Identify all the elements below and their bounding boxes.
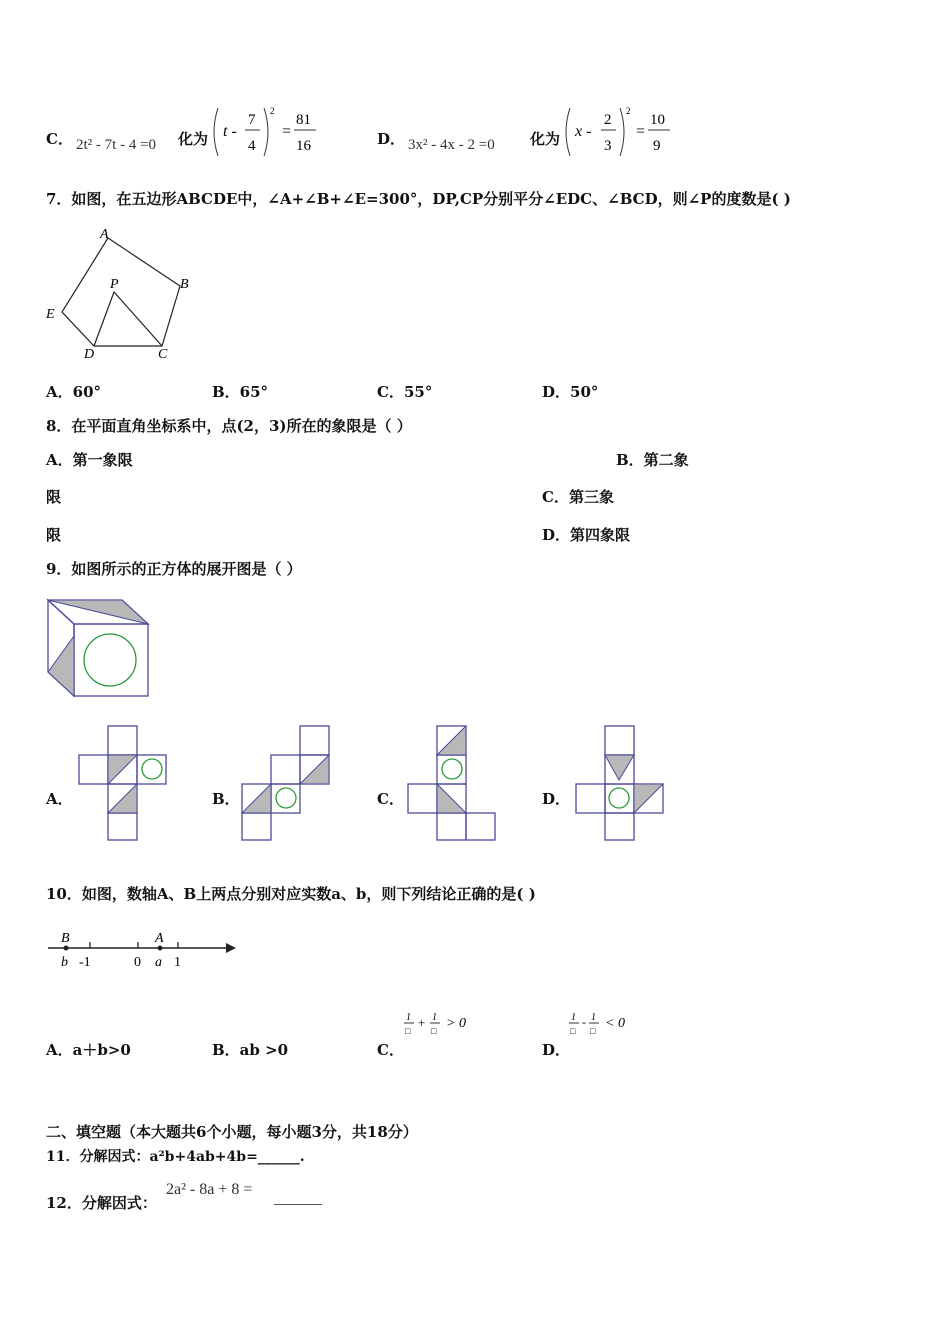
- q10-option-c-expression: [402, 1008, 482, 1038]
- q9-net-b[interactable]: [240, 724, 334, 842]
- svg-text:□: □: [405, 1026, 411, 1036]
- q9-net-a[interactable]: [78, 724, 170, 842]
- q10-option-a[interactable]: A．a＋b>0: [46, 1041, 131, 1059]
- vertex-d-label: D: [84, 347, 95, 362]
- svg-text:□: □: [431, 1026, 437, 1036]
- q12-stem: 12．分解因式：: [46, 1194, 157, 1212]
- q10-number-line: [44, 928, 244, 974]
- value-a-label: a: [155, 955, 162, 970]
- bisector-lines: [94, 292, 162, 346]
- svg-text:> 0: > 0: [446, 1016, 466, 1031]
- q6-d-mid: 化为: [530, 130, 561, 148]
- tick-neg1-label: -1: [79, 955, 91, 970]
- q6-d-rden: 9: [653, 138, 661, 154]
- pentagon-shape: [62, 238, 180, 346]
- svg-text:1: 1: [406, 1012, 411, 1023]
- q10-option-c[interactable]: C．: [377, 1041, 404, 1059]
- q8-wrap-text-1: 限: [46, 488, 62, 506]
- q6-d-equation: 3x² - 4x - 2 =0: [408, 137, 495, 153]
- svg-text:+: +: [418, 1015, 426, 1030]
- q6-c-rnum: 81: [296, 112, 311, 128]
- section2-title: 二、填空题（本大题共6个小题，每小题3分，共18分）: [46, 1123, 418, 1141]
- q7-stem: 7．如图，在五边形ABCDE中，∠A+∠B+∠E=300°，DP,CP分别平分∠EDC、∠BCD，则∠P的度数是( ): [46, 190, 791, 208]
- q7-option-d[interactable]: D．50°: [542, 383, 599, 401]
- q6-c-mid: 化为: [178, 130, 209, 148]
- q10-option-d-expression: [567, 1008, 647, 1038]
- q6-d-x: x -: [575, 123, 592, 140]
- q6-c-label: C．: [46, 130, 73, 148]
- q6-d-eq2: =: [636, 123, 646, 140]
- q6-d-pow: 2: [626, 106, 631, 116]
- q12-expression: 2a² - 8a + 8 =: [166, 1181, 253, 1198]
- q9-cube-figure: [44, 596, 152, 702]
- q11-stem: 11．分解因式：a²b+4ab+4b=______.: [46, 1149, 305, 1165]
- cube-circle: [84, 634, 136, 686]
- q7-pentagon-figure: [40, 222, 200, 364]
- point-a-label: A: [155, 931, 164, 946]
- q10-option-d[interactable]: D．: [542, 1041, 571, 1059]
- q6-c-expression: [210, 104, 330, 160]
- svg-text:1: 1: [571, 1012, 576, 1023]
- q6-d-den: 3: [604, 138, 612, 154]
- svg-text:1: 1: [432, 1012, 437, 1023]
- value-b-label: b: [61, 955, 68, 970]
- svg-text:-: -: [582, 1015, 586, 1029]
- vertex-p-label: P: [110, 277, 119, 292]
- vertex-e-label: E: [46, 307, 55, 322]
- vertex-b-label: B: [180, 277, 189, 292]
- q6-c-pow: 2: [270, 106, 275, 116]
- q9-stem: 9．如图所示的正方体的展开图是（ ）: [46, 560, 302, 578]
- q6-c-rden: 16: [296, 138, 311, 154]
- q9-label-d[interactable]: D．: [542, 790, 571, 808]
- vertex-a-label: A: [100, 227, 109, 242]
- svg-text:< 0: < 0: [605, 1016, 625, 1031]
- q8-option-b[interactable]: B．第二象: [616, 451, 689, 469]
- q10-option-b[interactable]: B．ab >0: [212, 1041, 289, 1059]
- q6-d-label: D．: [377, 130, 406, 148]
- q9-net-c[interactable]: [406, 724, 500, 842]
- q6-c-eq2: =: [282, 123, 292, 140]
- point-b-label: B: [61, 931, 70, 946]
- q8-option-c[interactable]: C．第三象: [542, 488, 614, 506]
- q9-label-c[interactable]: C．: [377, 790, 404, 808]
- q8-wrap-text-2: 限: [46, 526, 62, 544]
- q6-c-num: 7: [248, 112, 256, 128]
- q9-net-d[interactable]: [572, 724, 666, 842]
- q8-option-d[interactable]: D．第四象限: [542, 526, 631, 544]
- q7-option-b[interactable]: B．65°: [212, 383, 269, 401]
- q6-d-rnum: 10: [650, 112, 665, 128]
- q6-d-expression: [562, 104, 682, 160]
- q9-label-a[interactable]: A．: [46, 790, 73, 808]
- q6-c-t: t -: [223, 123, 237, 140]
- q6-d-num: 2: [604, 112, 612, 128]
- q6-c-den: 4: [248, 138, 256, 154]
- svg-text:□: □: [570, 1026, 576, 1036]
- svg-text:□: □: [590, 1026, 596, 1036]
- vertex-c-label: C: [158, 347, 168, 362]
- q8-stem: 8．在平面直角坐标系中，点(2，3)所在的象限是（ ）: [46, 417, 412, 435]
- q6-c-equation: 2t² - 7t - 4 =0: [76, 137, 157, 153]
- q8-option-a[interactable]: A．第一象限: [46, 451, 133, 469]
- q9-label-b[interactable]: B．: [212, 790, 240, 808]
- tick-0-label: 0: [134, 955, 141, 970]
- q10-stem: 10．如图，数轴A、B上两点分别对应实数a、b，则下列结论正确的是( ): [46, 885, 536, 903]
- tick-1-label: 1: [174, 955, 181, 970]
- q7-option-c[interactable]: C．55°: [377, 383, 433, 401]
- q12-answer-blank[interactable]: ______: [274, 1190, 322, 1207]
- q7-option-a[interactable]: A．60°: [46, 383, 102, 401]
- svg-text:1: 1: [591, 1012, 596, 1023]
